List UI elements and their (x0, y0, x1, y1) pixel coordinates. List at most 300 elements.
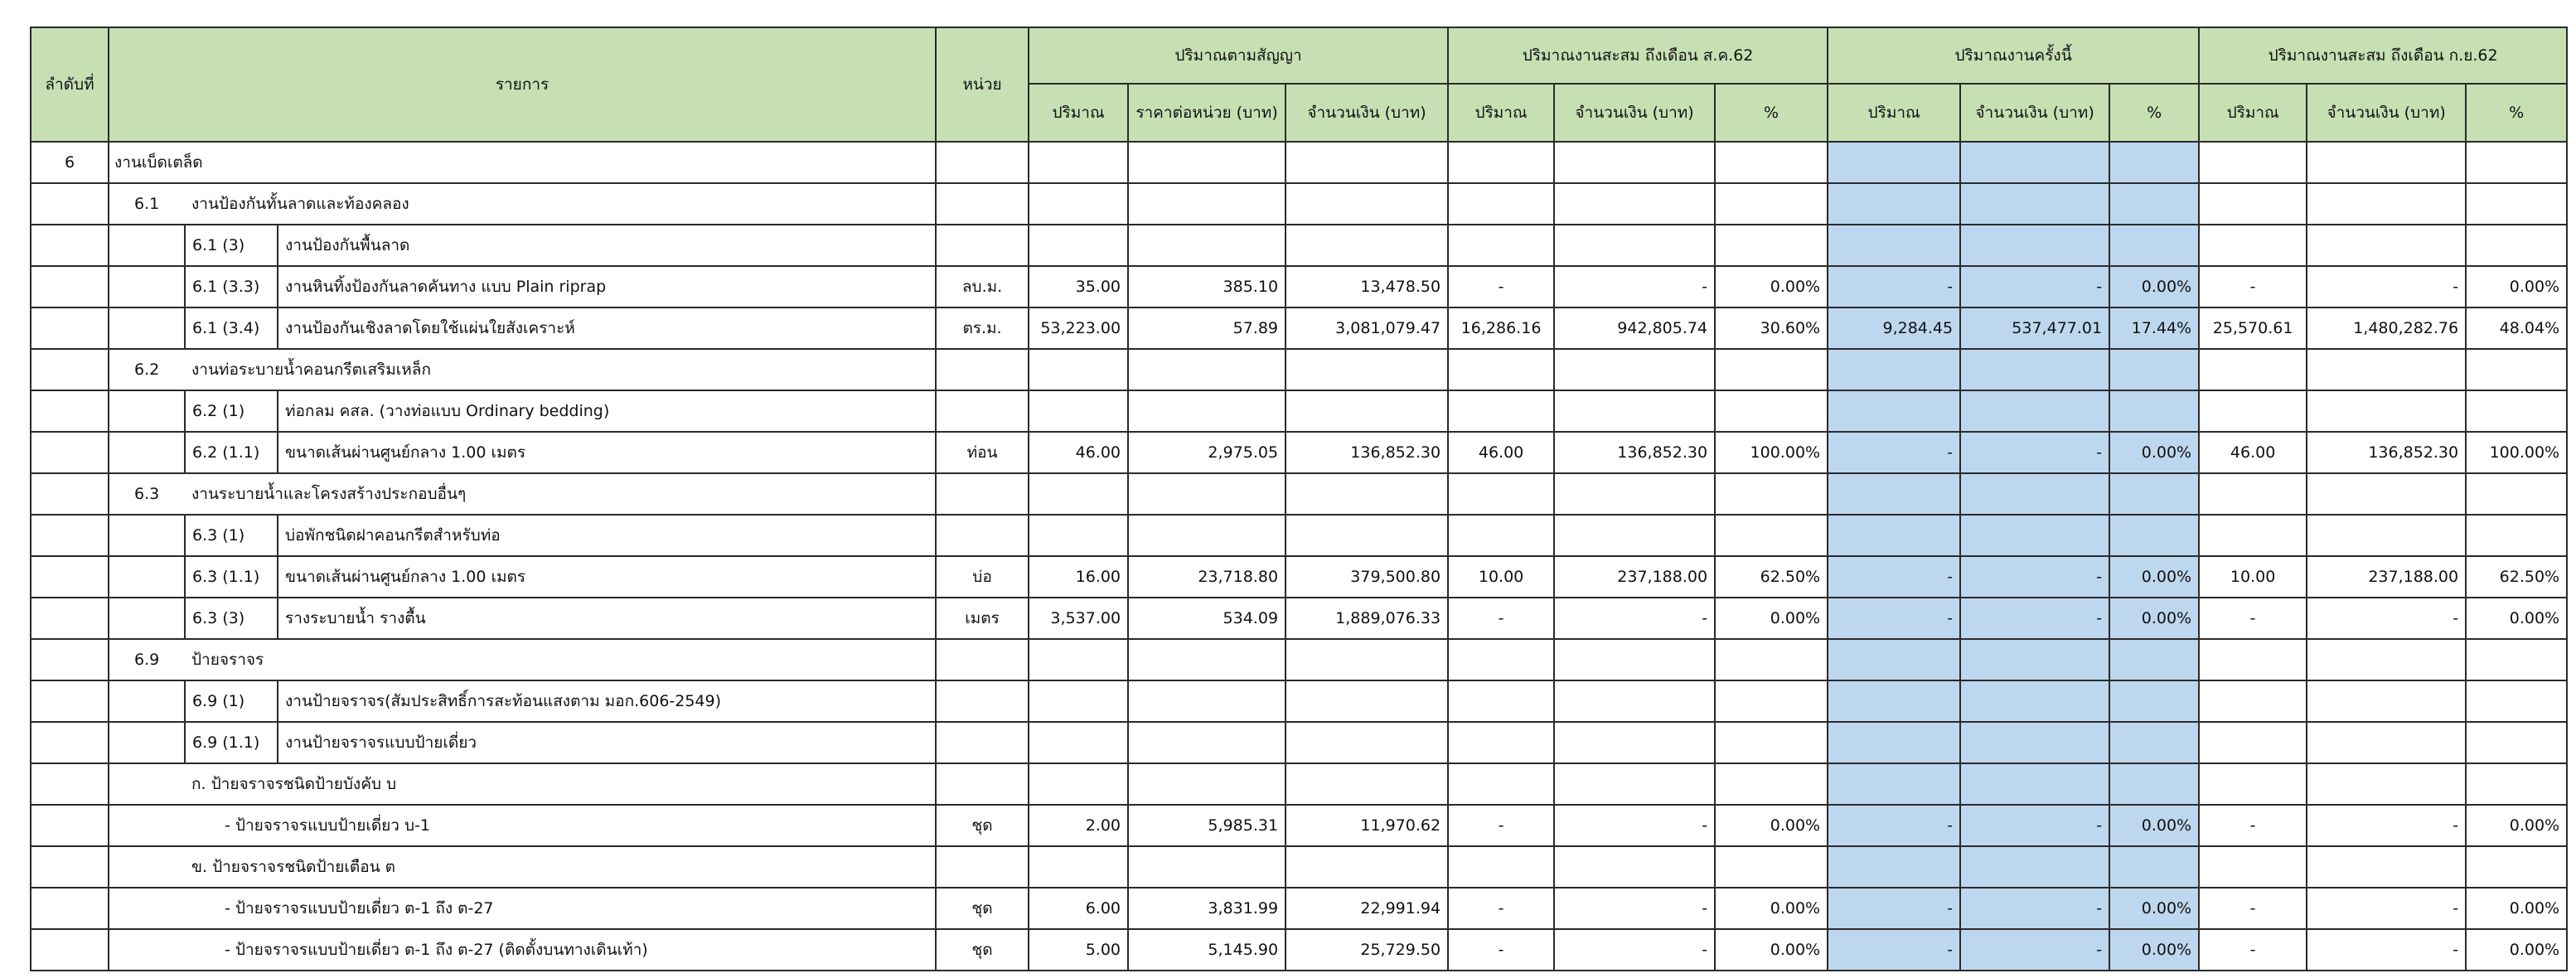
row-unit: ลบ.ม. (936, 266, 1029, 307)
cell-current-qty (1828, 722, 1960, 763)
cell-prev-amount: 942,805.74 (1554, 307, 1715, 349)
cell-current-qty: - (1828, 929, 1960, 971)
cell-total-percent (2466, 846, 2567, 888)
cell-prev-percent: 0.00% (1715, 888, 1828, 929)
table-row (31, 680, 2567, 722)
row-unit: บ่อ (936, 556, 1029, 598)
cell-contract-amount (1286, 473, 1448, 515)
cell-total-amount: - (2307, 888, 2466, 929)
cell-contract-unit-price (1128, 639, 1286, 680)
cell-current-amount (1960, 722, 2109, 763)
row-indent (109, 432, 185, 473)
subheader-qty: ปริมาณ (1029, 84, 1128, 142)
table-row (31, 805, 2567, 846)
row-description: - ป้ายจราจรแบบป้ายเดี่ยว ต-1 ถึง ต-27 (185, 888, 936, 929)
cell-contract-amount: 379,500.80 (1286, 556, 1448, 598)
row-seq (31, 805, 109, 846)
cell-prev-qty (1448, 349, 1554, 390)
table-row (31, 598, 2567, 639)
cell-contract-amount (1286, 639, 1448, 680)
cell-current-percent: 0.00% (2109, 598, 2199, 639)
row-description: บ่อพักชนิดฝาคอนกรีตสำหรับท่อ (278, 515, 936, 556)
cell-total-amount (2307, 473, 2466, 515)
cell-total-percent (2466, 390, 2567, 432)
cell-total-percent: 0.00% (2466, 266, 2567, 307)
row-indent (109, 515, 185, 556)
cell-total-qty (2199, 722, 2307, 763)
table-row (31, 473, 2567, 515)
cell-current-percent (2109, 515, 2199, 556)
cell-prev-qty (1448, 183, 1554, 225)
row-seq (31, 432, 109, 473)
cell-prev-amount: - (1554, 805, 1715, 846)
row-unit: ท่อน (936, 432, 1029, 473)
cell-prev-qty: - (1448, 598, 1554, 639)
cell-current-qty (1828, 763, 1960, 805)
cell-current-qty: - (1828, 598, 1960, 639)
row-unit (936, 183, 1029, 225)
cell-contract-unit-price (1128, 349, 1286, 390)
subheader-qty: ปริมาณ (1448, 84, 1554, 142)
cell-prev-qty (1448, 473, 1554, 515)
row-code: 6.9 (1.1) (185, 722, 278, 763)
cell-prev-percent (1715, 183, 1828, 225)
cell-contract-unit-price: 57.89 (1128, 307, 1286, 349)
cell-prev-amount: - (1554, 266, 1715, 307)
cell-total-qty (2199, 639, 2307, 680)
table-row (31, 846, 2567, 888)
cell-contract-qty (1029, 183, 1128, 225)
cell-total-amount (2307, 183, 2466, 225)
row-seq (31, 473, 109, 515)
cell-current-qty: 9,284.45 (1828, 307, 1960, 349)
table-row (31, 266, 2567, 307)
cell-contract-unit-price (1128, 722, 1286, 763)
row-unit (936, 390, 1029, 432)
cell-prev-percent: 62.50% (1715, 556, 1828, 598)
cell-current-percent: 0.00% (2109, 266, 2199, 307)
cell-total-qty (2199, 846, 2307, 888)
row-unit (936, 349, 1029, 390)
cell-prev-qty (1448, 515, 1554, 556)
cell-prev-amount: 136,852.30 (1554, 432, 1715, 473)
cell-total-percent: 0.00% (2466, 888, 2567, 929)
cell-current-amount (1960, 183, 2109, 225)
row-description: งานป้ายจราจรแบบป้ายเดี่ยว (278, 722, 936, 763)
row-indent (109, 225, 185, 266)
cell-current-amount (1960, 225, 2109, 266)
row-unit (936, 515, 1029, 556)
row-unit: ชุด (936, 929, 1029, 971)
cell-current-qty: - (1828, 888, 1960, 929)
row-description: งานท่อระบายน้ำคอนกรีตเสริมเหล็ก (185, 349, 936, 390)
table-row (31, 307, 2567, 349)
cell-current-qty (1828, 680, 1960, 722)
cell-contract-amount (1286, 183, 1448, 225)
cell-total-qty: - (2199, 266, 2307, 307)
row-seq (31, 307, 109, 349)
cell-total-percent: 0.00% (2466, 805, 2567, 846)
row-description: งานป้องกันทั้นลาดและท้องคลอง (185, 183, 936, 225)
cell-total-percent (2466, 142, 2567, 183)
cell-prev-percent (1715, 225, 1828, 266)
cell-contract-qty: 35.00 (1029, 266, 1128, 307)
cell-current-amount (1960, 639, 2109, 680)
row-description: งานป้องกันพื้นลาด (278, 225, 936, 266)
cell-contract-qty (1029, 390, 1128, 432)
cell-prev-qty: - (1448, 888, 1554, 929)
subheader-amount: จำนวนเงิน (บาท) (1960, 84, 2109, 142)
row-indent (109, 722, 185, 763)
cell-prev-percent: 30.60% (1715, 307, 1828, 349)
cell-prev-amount (1554, 349, 1715, 390)
cell-contract-amount (1286, 390, 1448, 432)
cell-current-percent: 0.00% (2109, 805, 2199, 846)
cell-total-amount (2307, 639, 2466, 680)
cell-total-qty (2199, 515, 2307, 556)
cell-prev-amount (1554, 722, 1715, 763)
cell-total-qty (2199, 349, 2307, 390)
cell-current-percent (2109, 390, 2199, 432)
cell-prev-amount (1554, 515, 1715, 556)
cell-total-amount: 237,188.00 (2307, 556, 2466, 598)
row-seq (31, 639, 109, 680)
table-row (31, 390, 2567, 432)
cell-total-amount (2307, 763, 2466, 805)
cell-current-amount: - (1960, 598, 2109, 639)
table-row (31, 763, 2567, 805)
cell-current-amount (1960, 763, 2109, 805)
row-indent (109, 846, 185, 888)
cell-total-amount (2307, 680, 2466, 722)
cell-contract-amount: 25,729.50 (1286, 929, 1448, 971)
cell-total-amount (2307, 225, 2466, 266)
table-row (31, 929, 2567, 971)
row-seq (31, 846, 109, 888)
row-code: 6.1 (3.4) (185, 307, 278, 349)
cell-prev-percent: 0.00% (1715, 598, 1828, 639)
cell-current-qty: - (1828, 432, 1960, 473)
cell-prev-percent (1715, 680, 1828, 722)
cell-prev-qty (1448, 225, 1554, 266)
cell-current-amount (1960, 680, 2109, 722)
cell-total-percent: 0.00% (2466, 598, 2567, 639)
row-code: 6.3 (3) (185, 598, 278, 639)
cell-prev-qty (1448, 639, 1554, 680)
cell-total-qty (2199, 142, 2307, 183)
row-indent (109, 307, 185, 349)
row-code: 6.1 (109, 183, 185, 225)
cell-prev-amount: 237,188.00 (1554, 556, 1715, 598)
row-description: รางระบายน้ำ รางตื้น (278, 598, 936, 639)
table-row (31, 722, 2567, 763)
cell-total-amount (2307, 846, 2466, 888)
cell-total-qty: - (2199, 929, 2307, 971)
table-row (31, 556, 2567, 598)
cell-contract-qty: 16.00 (1029, 556, 1128, 598)
cell-contract-qty (1029, 722, 1128, 763)
cell-prev-amount (1554, 183, 1715, 225)
header-current: ปริมาณงานครั้งนี้ (1828, 27, 2199, 84)
cell-total-percent: 48.04% (2466, 307, 2567, 349)
cell-current-amount (1960, 473, 2109, 515)
row-indent (109, 266, 185, 307)
cell-prev-percent (1715, 722, 1828, 763)
cell-contract-unit-price (1128, 390, 1286, 432)
cell-prev-amount: - (1554, 929, 1715, 971)
cell-prev-percent (1715, 639, 1828, 680)
row-seq (31, 929, 109, 971)
row-indent (109, 556, 185, 598)
cell-total-percent (2466, 473, 2567, 515)
cell-current-qty (1828, 142, 1960, 183)
table-row (31, 888, 2567, 929)
cell-contract-unit-price: 3,831.99 (1128, 888, 1286, 929)
row-seq (31, 183, 109, 225)
row-seq (31, 598, 109, 639)
cell-total-amount: - (2307, 929, 2466, 971)
cell-contract-unit-price: 385.10 (1128, 266, 1286, 307)
row-indent (109, 680, 185, 722)
row-unit (936, 680, 1029, 722)
subheader-percent: % (1715, 84, 1828, 142)
cell-current-qty (1828, 183, 1960, 225)
row-indent (109, 598, 185, 639)
cell-prev-amount (1554, 225, 1715, 266)
row-indent (109, 390, 185, 432)
cell-total-amount (2307, 349, 2466, 390)
header-seq: ลำดับที่ (31, 27, 109, 142)
cell-contract-qty (1029, 515, 1128, 556)
cell-total-qty: - (2199, 598, 2307, 639)
cell-total-percent (2466, 763, 2567, 805)
cell-current-amount (1960, 390, 2109, 432)
row-unit: ชุด (936, 805, 1029, 846)
row-seq (31, 763, 109, 805)
cell-current-qty: - (1828, 805, 1960, 846)
cell-total-qty (2199, 680, 2307, 722)
cell-prev-percent (1715, 846, 1828, 888)
cell-contract-qty (1029, 349, 1128, 390)
header-item: รายการ (109, 27, 936, 142)
cell-prev-percent (1715, 142, 1828, 183)
cell-current-amount: - (1960, 266, 2109, 307)
row-code: 6.9 (1) (185, 680, 278, 722)
cell-contract-amount (1286, 846, 1448, 888)
row-description: ขนาดเส้นผ่านศูนย์กลาง 1.00 เมตร (278, 556, 936, 598)
header-cum-now: ปริมาณงานสะสม ถึงเดือน ก.ย.62 (2199, 27, 2567, 84)
cell-total-amount (2307, 722, 2466, 763)
table-row (31, 142, 2567, 183)
cell-total-qty (2199, 763, 2307, 805)
cell-contract-qty: 46.00 (1029, 432, 1128, 473)
cell-current-percent: 0.00% (2109, 888, 2199, 929)
cell-current-qty: - (1828, 556, 1960, 598)
cell-prev-qty: - (1448, 805, 1554, 846)
cell-contract-unit-price (1128, 183, 1286, 225)
cell-total-percent: 100.00% (2466, 432, 2567, 473)
row-description: งานหินทิ้งป้องกันลาดคันทาง แบบ Plain riprap (278, 266, 936, 307)
cell-prev-qty (1448, 680, 1554, 722)
table-body (31, 142, 2567, 971)
cell-contract-amount (1286, 763, 1448, 805)
cell-contract-qty (1029, 763, 1128, 805)
cell-total-amount: - (2307, 266, 2466, 307)
cell-current-qty (1828, 225, 1960, 266)
cell-total-percent (2466, 722, 2567, 763)
cell-contract-qty (1029, 680, 1128, 722)
row-unit (936, 639, 1029, 680)
row-seq (31, 556, 109, 598)
row-unit (936, 225, 1029, 266)
row-seq (31, 722, 109, 763)
table-row (31, 349, 2567, 390)
cell-prev-qty (1448, 846, 1554, 888)
row-unit (936, 846, 1029, 888)
cell-contract-unit-price (1128, 846, 1286, 888)
row-description: ก. ป้ายจราจรชนิดป้ายบังคับ บ (185, 763, 936, 805)
cell-contract-qty: 2.00 (1029, 805, 1128, 846)
cell-prev-amount (1554, 473, 1715, 515)
row-seq (31, 266, 109, 307)
cell-contract-unit-price: 5,145.90 (1128, 929, 1286, 971)
cell-contract-amount (1286, 722, 1448, 763)
cell-contract-unit-price (1128, 473, 1286, 515)
cell-current-qty (1828, 473, 1960, 515)
cell-contract-unit-price: 5,985.31 (1128, 805, 1286, 846)
cell-current-amount: 537,477.01 (1960, 307, 2109, 349)
cell-prev-amount (1554, 390, 1715, 432)
cell-current-percent (2109, 225, 2199, 266)
cell-current-percent: 0.00% (2109, 929, 2199, 971)
cell-current-percent (2109, 349, 2199, 390)
table-row (31, 515, 2567, 556)
cell-total-qty (2199, 390, 2307, 432)
cell-current-qty (1828, 846, 1960, 888)
cell-contract-unit-price (1128, 142, 1286, 183)
row-unit: ชุด (936, 888, 1029, 929)
table-row (31, 225, 2567, 266)
cell-contract-qty: 53,223.00 (1029, 307, 1128, 349)
cell-prev-percent (1715, 390, 1828, 432)
cell-current-qty (1828, 515, 1960, 556)
cell-contract-qty (1029, 225, 1128, 266)
cell-total-percent (2466, 183, 2567, 225)
cell-contract-qty (1029, 846, 1128, 888)
cell-prev-percent: 0.00% (1715, 266, 1828, 307)
cell-current-amount: - (1960, 432, 2109, 473)
subheader-percent: % (2109, 84, 2199, 142)
cell-contract-qty: 3,537.00 (1029, 598, 1128, 639)
cell-current-percent (2109, 183, 2199, 225)
row-description: งานเบ็ดเตล็ด (109, 142, 936, 183)
cell-contract-amount: 11,970.62 (1286, 805, 1448, 846)
cell-prev-percent: 0.00% (1715, 805, 1828, 846)
cell-total-qty: 46.00 (2199, 432, 2307, 473)
cell-prev-qty: 10.00 (1448, 556, 1554, 598)
cell-current-percent (2109, 680, 2199, 722)
subheader-qty: ปริมาณ (2199, 84, 2307, 142)
row-seq (31, 515, 109, 556)
cell-total-amount (2307, 390, 2466, 432)
cell-prev-percent (1715, 349, 1828, 390)
cell-prev-qty: - (1448, 929, 1554, 971)
cell-current-percent: 0.00% (2109, 556, 2199, 598)
row-indent (109, 888, 185, 929)
row-unit: เมตร (936, 598, 1029, 639)
row-description: ป้ายจราจร (185, 639, 936, 680)
cell-contract-amount (1286, 680, 1448, 722)
cell-contract-unit-price (1128, 763, 1286, 805)
cell-current-percent (2109, 763, 2199, 805)
cell-prev-amount: - (1554, 888, 1715, 929)
cell-prev-amount: - (1554, 598, 1715, 639)
row-indent (109, 805, 185, 846)
cell-current-percent (2109, 473, 2199, 515)
subheader-amount: จำนวนเงิน (บาท) (2307, 84, 2466, 142)
cell-current-qty (1828, 639, 1960, 680)
cell-total-qty: 25,570.61 (2199, 307, 2307, 349)
cell-total-percent (2466, 680, 2567, 722)
cell-contract-unit-price (1128, 225, 1286, 266)
cell-prev-amount (1554, 680, 1715, 722)
cell-prev-qty: 16,286.16 (1448, 307, 1554, 349)
cell-prev-qty (1448, 722, 1554, 763)
subheader-amount: จำนวนเงิน (บาท) (1554, 84, 1715, 142)
cell-contract-amount: 3,081,079.47 (1286, 307, 1448, 349)
cell-prev-qty (1448, 390, 1554, 432)
cell-contract-qty (1029, 142, 1128, 183)
row-description: ขนาดเส้นผ่านศูนย์กลาง 1.00 เมตร (278, 432, 936, 473)
cell-contract-amount (1286, 349, 1448, 390)
cell-current-amount: - (1960, 805, 2109, 846)
row-seq (31, 390, 109, 432)
cell-total-qty: - (2199, 888, 2307, 929)
cell-current-percent (2109, 142, 2199, 183)
cell-prev-amount (1554, 639, 1715, 680)
cell-current-amount (1960, 846, 2109, 888)
cell-prev-qty (1448, 142, 1554, 183)
table-header (31, 27, 2567, 142)
cell-current-percent (2109, 722, 2199, 763)
cell-current-qty: - (1828, 266, 1960, 307)
row-code: 6.1 (3.3) (185, 266, 278, 307)
row-seq (31, 680, 109, 722)
cell-current-percent: 0.00% (2109, 432, 2199, 473)
cell-total-qty: - (2199, 805, 2307, 846)
cell-prev-percent (1715, 473, 1828, 515)
row-description: งานป้องกันเชิงลาดโดยใช้แผ่นใยสังเคราะห์ (278, 307, 936, 349)
row-code: 6.1 (3) (185, 225, 278, 266)
cell-current-amount: - (1960, 929, 2109, 971)
cell-contract-unit-price: 23,718.80 (1128, 556, 1286, 598)
cell-prev-qty: - (1448, 266, 1554, 307)
cell-total-qty (2199, 183, 2307, 225)
row-seq (31, 888, 109, 929)
cell-current-amount: - (1960, 556, 2109, 598)
cell-total-amount: - (2307, 598, 2466, 639)
cell-contract-amount: 136,852.30 (1286, 432, 1448, 473)
cell-contract-qty (1029, 639, 1128, 680)
row-description: - ป้ายจราจรแบบป้ายเดี่ยว ต-1 ถึง ต-27 (ติดตั้งบนทางเดินเท้า) (185, 929, 936, 971)
row-seq: 6 (31, 142, 109, 183)
cell-total-percent (2466, 349, 2567, 390)
cell-total-amount: 136,852.30 (2307, 432, 2466, 473)
cell-prev-amount (1554, 846, 1715, 888)
row-code: 6.3 (1) (185, 515, 278, 556)
progress-report-table (30, 27, 2568, 971)
cell-contract-qty (1029, 473, 1128, 515)
